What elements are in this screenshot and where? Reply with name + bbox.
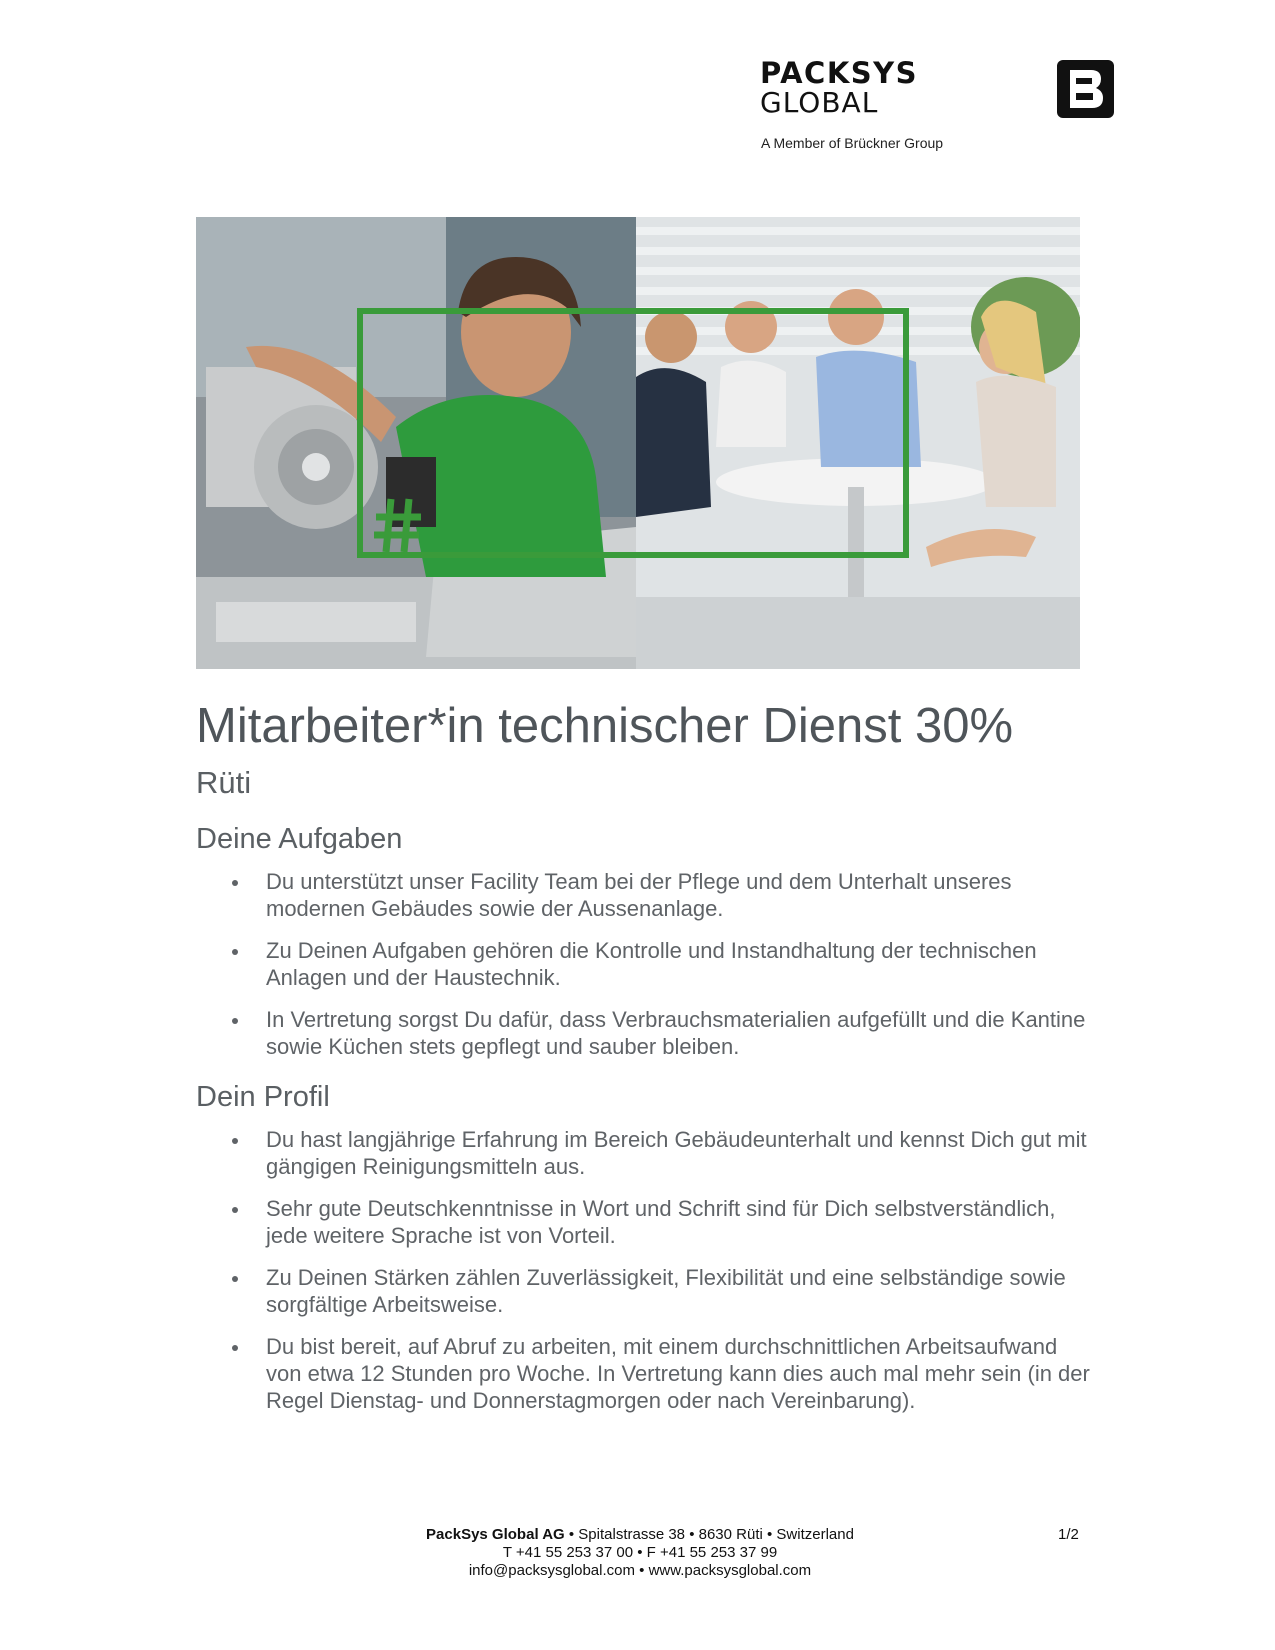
bullet-icon	[232, 1018, 238, 1024]
job-title: Mitarbeiter*in technischer Dienst 30%	[196, 699, 1014, 753]
page-footer	[300, 1526, 980, 1580]
tasks-list	[196, 868, 1096, 1075]
bullet-icon	[232, 1138, 238, 1144]
logo-tagline: A Member of Brückner Group	[761, 135, 944, 151]
bullet-icon	[232, 880, 238, 886]
page-number: 1/2	[1058, 1526, 1079, 1543]
footer-contact: info@packsysglobal.com • www.packsysglobal.com	[468, 1562, 812, 1579]
footer-phone: T +41 55 253 37 00 • F +41 55 253 37 99	[502, 1544, 778, 1561]
hero-image	[196, 217, 1080, 669]
bullet-icon	[232, 1207, 238, 1213]
list-item	[196, 1126, 1096, 1180]
brueckner-b-icon	[1057, 60, 1114, 118]
list-item-text: Du bist bereit, auf Abruf zu arbeiten, mit einem durchschnittlichen Arbeitsaufwand von etwa 12 Stunden pro Woche. In Vertretung kann dies auch mal mehr sein (in der Regel Dienstag- und Donnerstagmorgen oder nach Vereinbarung).	[266, 1334, 1090, 1413]
logo-line-2: GLOBAL	[760, 86, 879, 119]
list-item	[196, 1333, 1096, 1414]
list-item-text: In Vertretung sorgst Du dafür, dass Verbrauchsmaterialien aufgefüllt und die Kantine sowie Küchen stets gepflegt und sauber bleiben.	[266, 1007, 1086, 1059]
footer-address: • Spitalstrasse 38 • 8630 Rüti • Switzerland	[564, 1526, 854, 1543]
bullet-icon	[232, 949, 238, 955]
list-item	[196, 1006, 1096, 1060]
list-item-text: Sehr gute Deutschkenntnisse in Wort und Schrift sind für Dich selbstverständlich, jede weitere Sprache ist von Vorteil.	[266, 1196, 1056, 1248]
list-item	[196, 937, 1096, 991]
list-item-text: Zu Deinen Stärken zählen Zuverlässigkeit, Flexibilität und eine selbständige sowie sorgfältige Arbeitsweise.	[266, 1265, 1066, 1317]
list-item-text: Zu Deinen Aufgaben gehören die Kontrolle und Instandhaltung der technischen Anlagen und der Haustechnik.	[266, 938, 1037, 990]
job-location: Rüti	[196, 765, 252, 800]
bullet-icon	[232, 1276, 238, 1282]
tasks-heading: Deine Aufgaben	[196, 823, 403, 855]
profile-list	[196, 1126, 1096, 1429]
list-item-text: Du hast langjährige Erfahrung im Bereich Gebäudeunterhalt und kennst Dich gut mit gängigen Reinigungsmitteln aus.	[266, 1127, 1087, 1179]
profile-heading: Dein Profil	[196, 1081, 330, 1113]
logo-line-1: PACKSYS	[760, 56, 919, 90]
list-item-text: Du unterstützt unser Facility Team bei der Pflege und dem Unterhalt unseres modernen Gebäudes sowie der Aussenanlage.	[266, 869, 1012, 921]
list-item	[196, 868, 1096, 922]
list-item	[196, 1195, 1096, 1249]
footer-address-line	[300, 1526, 980, 1544]
list-item	[196, 1264, 1096, 1318]
company-logo	[760, 58, 918, 118]
footer-company: PackSys Global AG	[426, 1526, 565, 1543]
bullet-icon	[232, 1345, 238, 1351]
photo-collage-icon	[196, 217, 1080, 669]
